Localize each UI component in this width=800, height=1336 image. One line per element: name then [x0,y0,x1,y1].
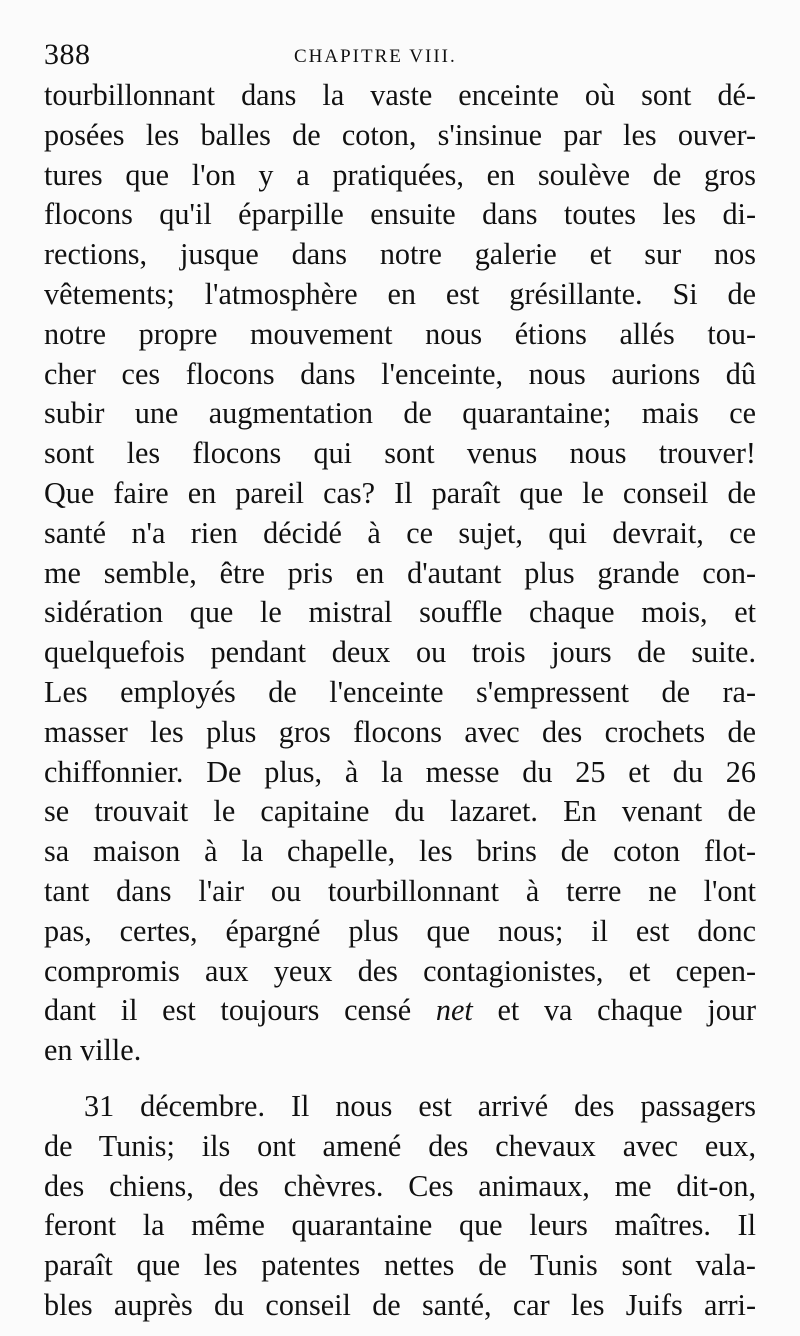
text-line: sont les flocons qui sont venus nous trouver! [44,436,756,471]
text-line: compromis aux yeux des contagionistes, et cepen- [44,953,756,988]
text-line: subir une augmentation de quarantaine; mais ce [44,396,756,431]
text-line: quelquefois pendant deux ou trois jours de suite. [44,635,756,670]
text-line: feront la même quarantaine que leurs maîtres. Il [44,1208,756,1243]
text-line: paraît que les patentes nettes de Tunis sont vala- [44,1248,756,1283]
text-line [44,991,756,1031]
text-line: tourbillonnant dans la vaste enceinte où sont dé- [44,78,756,112]
text-line: des chiens, des chèvres. Ces animaux, me dit-on, [44,1168,756,1203]
italic-word: net [435,993,473,1028]
text-line: pas, certes, épargné plus que nous; il est donc [44,913,756,948]
paragraph-2 [44,1087,756,1326]
text-line: Les employés de l'enceinte s'empressent de ra- [44,674,756,709]
text-segment: dant il est toujours censé [44,993,436,1028]
text-line: me semble, être pris en d'autant plus grande con- [44,555,756,590]
paragraph-gap [44,1071,756,1087]
text-line: sa maison à la chapelle, les brins de coton flot- [44,834,756,869]
running-head: CHAPITRE VIII. [294,46,457,67]
text-line: notre propre mouvement nous étions allés tou- [44,316,756,351]
text-line: sidération que le mistral souffle chaque mois, et [44,595,756,630]
text-line: chiffonnier. De plus, à la messe du 25 et du 26 [44,754,756,789]
text-line: en ville. [44,1033,142,1068]
text-line: posées les balles de coton, s'insinue par les ouver- [44,117,756,152]
text-line: masser les plus gros flocons avec des crochets de [44,714,756,749]
page-header [44,38,754,78]
text-line: Que faire en pareil cas? Il paraît que le conseil de [44,475,756,510]
text-line: rections, jusque dans notre galerie et sur nos [44,237,756,272]
page-number: 388 [44,38,91,71]
body-text [44,76,756,1326]
text-line: tures que l'on y a pratiquées, en soulève de gros [44,157,756,192]
text-line: bles auprès du conseil de santé, car les Juifs arri- [44,1287,756,1322]
text-line: tant dans l'air ou tourbillonnant à terre ne l'ont [44,873,756,908]
text-line: se trouvait le capitaine du lazaret. En venant de [44,794,756,829]
text-line: flocons qu'il éparpille ensuite dans toutes les di- [44,197,756,232]
text-line: santé n'a rien décidé à ce sujet, qui devrait, ce [44,515,756,550]
text-line: vêtements; l'atmosphère en est grésillante. Si de [44,276,756,311]
text-segment: et va chaque jour [472,993,756,1028]
text-line: de Tunis; ils ont amené des chevaux avec eux, [44,1128,756,1163]
text-line: 31 décembre. Il nous est arrivé des passagers [84,1088,756,1123]
text-line: cher ces flocons dans l'enceinte, nous aurions dû [44,356,756,391]
paragraph-1 [44,76,756,1071]
